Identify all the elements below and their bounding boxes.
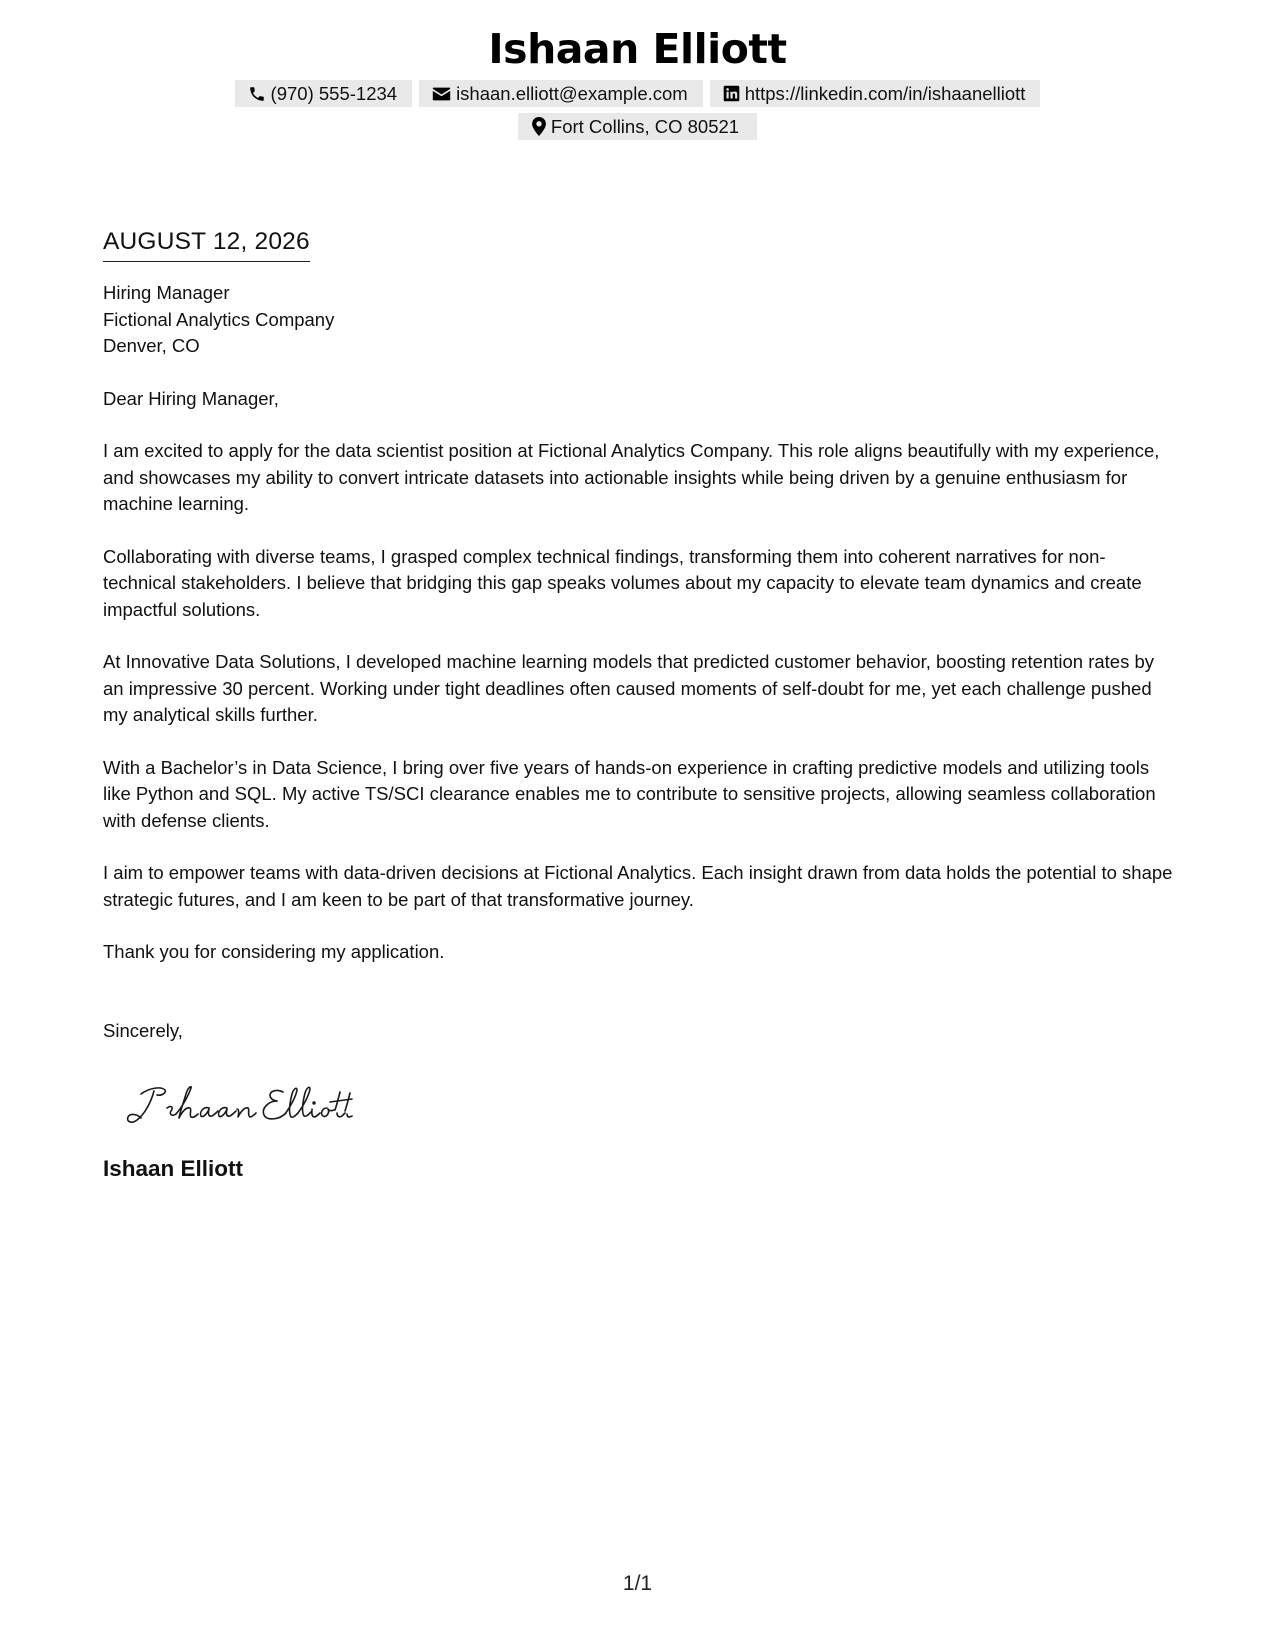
phone-chip bbox=[235, 80, 413, 107]
location-chip bbox=[518, 113, 757, 140]
linkedin-text: https://linkedin.com/in/ishaanelliott bbox=[744, 82, 1026, 104]
letter-header bbox=[0, 18, 1275, 140]
letter-date: AUGUST 12, 2026 bbox=[103, 225, 310, 262]
salutation: Dear Hiring Manager, bbox=[103, 387, 279, 409]
applicant-name: Ishaan Elliott bbox=[488, 25, 787, 73]
email-text: ishaan.elliott@example.com bbox=[456, 82, 688, 104]
body-paragraph: With a Bachelor’s in Data Science, I bring over five years of hands-on experience in crafting predictive models and utilizing tools like Python and SQL. My active TS/SCI clearance enables me to contribute to sensitive projects, allowing seamless collaboration with defense clients. bbox=[103, 756, 1156, 831]
body-paragraph: Thank you for considering my application. bbox=[103, 941, 445, 962]
handwritten-signature bbox=[123, 1080, 1178, 1132]
phone-icon bbox=[248, 85, 266, 103]
recipient-city: Denver, CO bbox=[103, 335, 200, 356]
letter-body bbox=[103, 225, 1178, 1184]
closing: Sincerely, bbox=[103, 1019, 183, 1041]
body-paragraph: Collaborating with diverse teams, I grasped complex technical findings, transforming them into coherent narratives for non-technical stakeholders. I believe that bridging this gap speaks volumes about my capacity to elevate team dynamics and create impactful solutions. bbox=[103, 545, 1142, 620]
recipient-title: Hiring Manager bbox=[103, 282, 230, 303]
phone-text: (970) 555-1234 bbox=[270, 82, 398, 104]
body-paragraph: I am excited to apply for the data scientist position at Fictional Analytics Company. This role aligns beautifully with my experience, and showcases my ability to convert intricate datasets into actionable insights while being driven by a genuine enthusiasm for machine learning. bbox=[103, 440, 1160, 514]
body-paragraph: I aim to empower teams with data-driven decisions at Fictional Analytics. Each insight drawn from data holds the potential to shape strategic futures, and I am keen to be part of that transformative journey. bbox=[103, 862, 1173, 910]
linkedin-chip[interactable] bbox=[710, 80, 1041, 107]
map-marker-icon bbox=[532, 117, 546, 136]
location-text: Fort Collins, CO 80521 bbox=[550, 115, 740, 137]
contact-info bbox=[218, 80, 1058, 140]
recipient-company: Fictional Analytics Company bbox=[103, 308, 335, 330]
linkedin-icon bbox=[723, 85, 740, 102]
page-indicator: 1/1 bbox=[622, 1572, 653, 1595]
envelope-icon bbox=[432, 86, 451, 102]
recipient-block bbox=[103, 280, 1178, 360]
body-paragraph: At Innovative Data Solutions, I developed machine learning models that predicted customer behavior, boosting retention rates by an impressive 30 percent. Working under tight deadlines often caused moments of self-doubt for me, yet each challenge pushed my analytical skills further. bbox=[103, 651, 1155, 725]
email-chip[interactable] bbox=[419, 80, 703, 107]
signer-name: Ishaan Elliott bbox=[103, 1156, 244, 1181]
